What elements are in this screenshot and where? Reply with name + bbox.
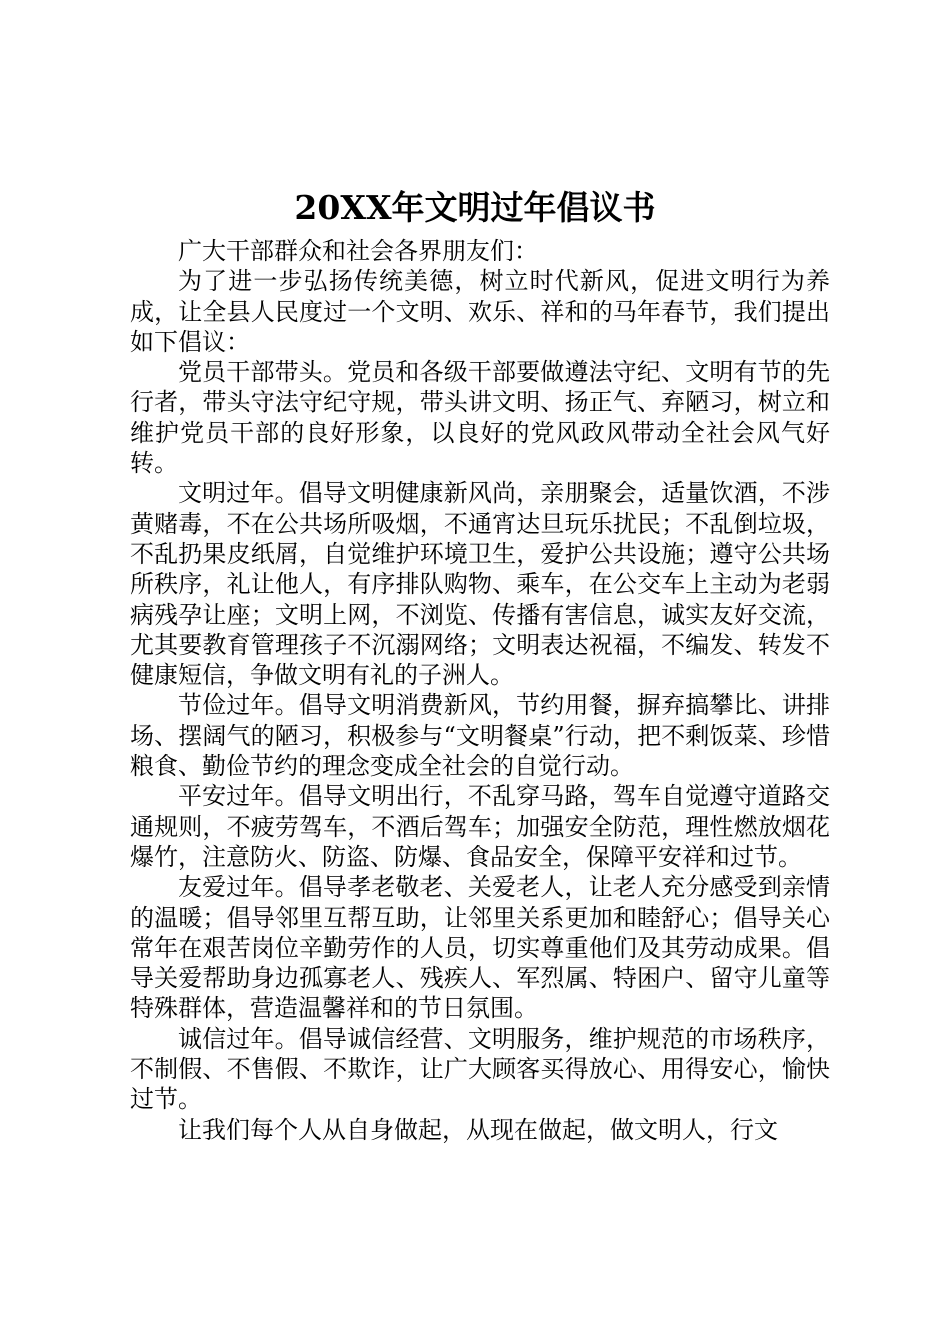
paragraph-honest: 诚信过年。倡导诚信经营、文明服务，维护规范的市场秩序，不制假、不售假、不欺诈，让广大顾客买得放心、用得安心，愉快过节。 [130,1024,830,1114]
document-title: 20XX年文明过年倡议书 [294,188,656,227]
paragraph-party-members: 党员干部带头。党员和各级干部要做遵法守纪、文明有节的先行者，带头守法守纪守规，带头讲文明、扬正气、弃陋习，树立和维护党员干部的良好形象，以良好的党风政风带动全社会风气好转。 [130,358,830,478]
paragraph-safe: 平安过年。倡导文明出行，不乱穿马路，驾车自觉遵守道路交通规则，不疲劳驾车，不酒后驾车；加强安全防范，理性燃放烟花爆竹，注意防火、防盗、防爆、食品安全，保障平安祥和过节。 [130,782,830,871]
salutation: 广大干部群众和社会各界朋友们： [178,237,538,265]
paragraph-frugal: 节俭过年。倡导文明消费新风，节约用餐，摒弃搞攀比、讲排场、摆阔气的陋习，积极参与“文明餐桌”行动，把不剩饭菜、珍惜粮食、勤俭节约的理念变成全社会的自觉行动。 [130,691,830,781]
paragraph-closing: 让我们每个人从自身做起，从现在做起，做文明人，行文 [178,1115,778,1144]
document-body [130,236,830,1145]
paragraph-caring: 友爱过年。倡导孝老敬老、关爱老人，让老人充分感受到亲情的温暖；倡导邻里互帮互助，让邻里关系更加和睦舒心；倡导关心常年在艰苦岗位辛勤劳作的人员，切实尊重他们及其劳动成果。倡导关爱帮助身边孤寡老人、残疾人、军烈属、特困户、留守儿童等特殊群体，营造温馨祥和的节日氛围。 [130,873,830,1023]
paragraph-intro: 为了进一步弘扬传统美德，树立时代新风，促进文明行为养成，让全县人民度过一个文明、欢乐、祥和的马年春节，我们提出如下倡议： [130,267,830,356]
paragraph-civilized: 文明过年。倡导文明健康新风尚，亲朋聚会，适量饮酒，不涉黄赌毒，不在公共场所吸烟，不通宵达旦玩乐扰民；不乱倒垃圾，不乱扔果皮纸屑，自觉维护环境卫生，爱护公共设施；遵守公共场所秩序，礼让他人，有序排队购物、乘车，在公交车上主动为老弱病残孕让座；文明上网，不浏览、传播有害信息，诚实友好交流，尤其要教育管理孩子不沉溺网络；文明表达祝福，不编发、转发不健康短信，争做文明有礼的子洲人。 [130,479,830,690]
